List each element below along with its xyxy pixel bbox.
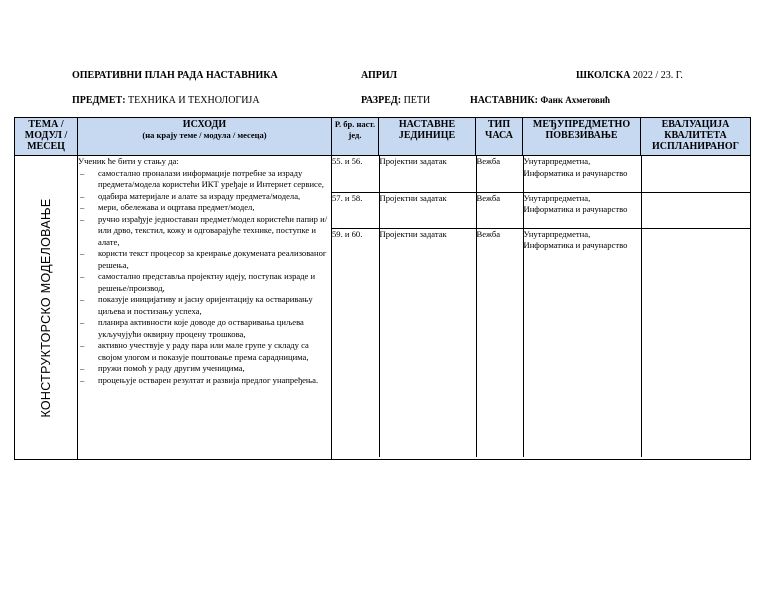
lesson-cross: Унутарпредметна, Информатика и рачунарство <box>523 192 641 228</box>
teacher-label: НАСТАВНИК: <box>470 95 538 106</box>
col-cross-header: МЕЂУПРЕДМЕТНО ПОВЕЗИВАЊЕ <box>523 118 641 156</box>
plan-table <box>14 117 751 460</box>
school-year <box>576 70 683 81</box>
outcome-item: – ручно израђује једноставан предмет/модел користећи папир и/или дрво, текстил, кожу и одговарајуће технике, поступке и алате, <box>78 214 331 249</box>
outcome-item: – одабира материјале и алате за израду предмета/модела, <box>78 191 331 203</box>
lesson-row <box>332 192 751 228</box>
lesson-cross: Унутарпредметна, Информатика и рачунарство <box>523 228 641 457</box>
outcome-item: – самостално представља пројектну идеју, поступак израде и решење/производ, <box>78 271 331 294</box>
grade-label: РАЗРЕД: <box>361 95 402 106</box>
lesson-type: Вежба <box>476 156 523 192</box>
col-outcomes-subtitle: (на крају теме / модула / месеца) <box>142 130 267 140</box>
lesson-row <box>332 228 751 457</box>
plan-title: ОПЕРАТИВНИ ПЛАН РАДА НАСТАВНИКА <box>72 70 278 81</box>
topic-cell <box>15 156 78 460</box>
outcomes-list <box>78 168 331 387</box>
outcome-item: – планира активности које доводе до остваривања циљева укључујући оквирну процену трошкова, <box>78 317 331 340</box>
lesson-unit: Пројектни задатак <box>379 228 476 457</box>
lessons-cell <box>332 156 751 460</box>
col-type-header: ТИП ЧАСА <box>476 118 523 156</box>
grade-line <box>361 95 430 106</box>
subject-value: ТЕХНИКА И ТЕХНОЛОГИЈА <box>128 95 260 106</box>
lesson-eval <box>641 228 751 457</box>
lesson-unit: Пројектни задатак <box>379 156 476 192</box>
lesson-row <box>332 156 751 192</box>
lesson-number: 57. и 58. <box>332 192 379 228</box>
col-eval-header: ЕВАЛУАЦИЈА КВАЛИТЕТА ИСПЛАНИРАНОГ <box>641 118 751 156</box>
lesson-cross: Унутарпредметна, Информатика и рачунарство <box>523 156 641 192</box>
lesson-number: 59. и 60. <box>332 228 379 457</box>
lesson-unit: Пројектни задатак <box>379 192 476 228</box>
table-body-row <box>15 156 751 460</box>
outcome-item: – користи текст процесор за креирање докумената реализованог решења, <box>78 248 331 271</box>
col-topic-header: ТЕМА / МОДУЛ / МЕСЕЦ <box>15 118 78 156</box>
outcome-item: – самостално проналази информације потребне за израду предмета/модела користећи ИКТ уређаје и Интернет сервисе, <box>78 168 331 191</box>
grade-value: ПЕТИ <box>403 95 431 106</box>
col-number-header: Р. бр. наст. јед. <box>332 118 379 156</box>
outcome-item: – процењује остварен резултат и развија предлог унапређења. <box>78 375 331 387</box>
outcomes-cell <box>78 156 332 460</box>
teacher-line <box>470 95 610 106</box>
topic-label: КОНСТРУКТОРСКО МОДЕЛОВАЊЕ <box>39 197 53 418</box>
outcome-item: – мери, обележава и оцртава предмет/модел, <box>78 202 331 214</box>
school-year-value: 2022 / 23. Г. <box>632 70 683 81</box>
lesson-number: 55. и 56. <box>332 156 379 192</box>
school-year-label: ШКОЛСКА <box>576 70 631 81</box>
lessons-table <box>332 156 751 457</box>
table-header-row <box>15 118 751 156</box>
lesson-type: Вежба <box>476 228 523 457</box>
subject-line <box>72 95 260 106</box>
month-label: АПРИЛ <box>361 70 398 81</box>
outcome-item: – активно учествује у раду пара или мале групе у складу са својом улогом и показује поштовање према сарадницима, <box>78 340 331 363</box>
lesson-eval <box>641 156 751 192</box>
col-outcomes-header <box>78 118 332 156</box>
outcomes-intro: Ученик ће бити у стању да: <box>78 156 179 166</box>
col-outcomes-title: ИСХОДИ <box>182 119 227 130</box>
teacher-value: Фанк Ахметовић <box>540 95 611 105</box>
subject-label: ПРЕДМЕТ: <box>72 95 126 106</box>
lesson-eval <box>641 192 751 228</box>
col-units-header: НАСТАВНЕ ЈЕДИНИЦЕ <box>379 118 476 156</box>
outcome-item: – пружи помоћ у раду другим ученицима, <box>78 363 331 375</box>
outcome-item: – показује иницијативу и јасну оријентацију ка остваривању циљева и постизању успеха, <box>78 294 331 317</box>
lesson-type: Вежба <box>476 192 523 228</box>
